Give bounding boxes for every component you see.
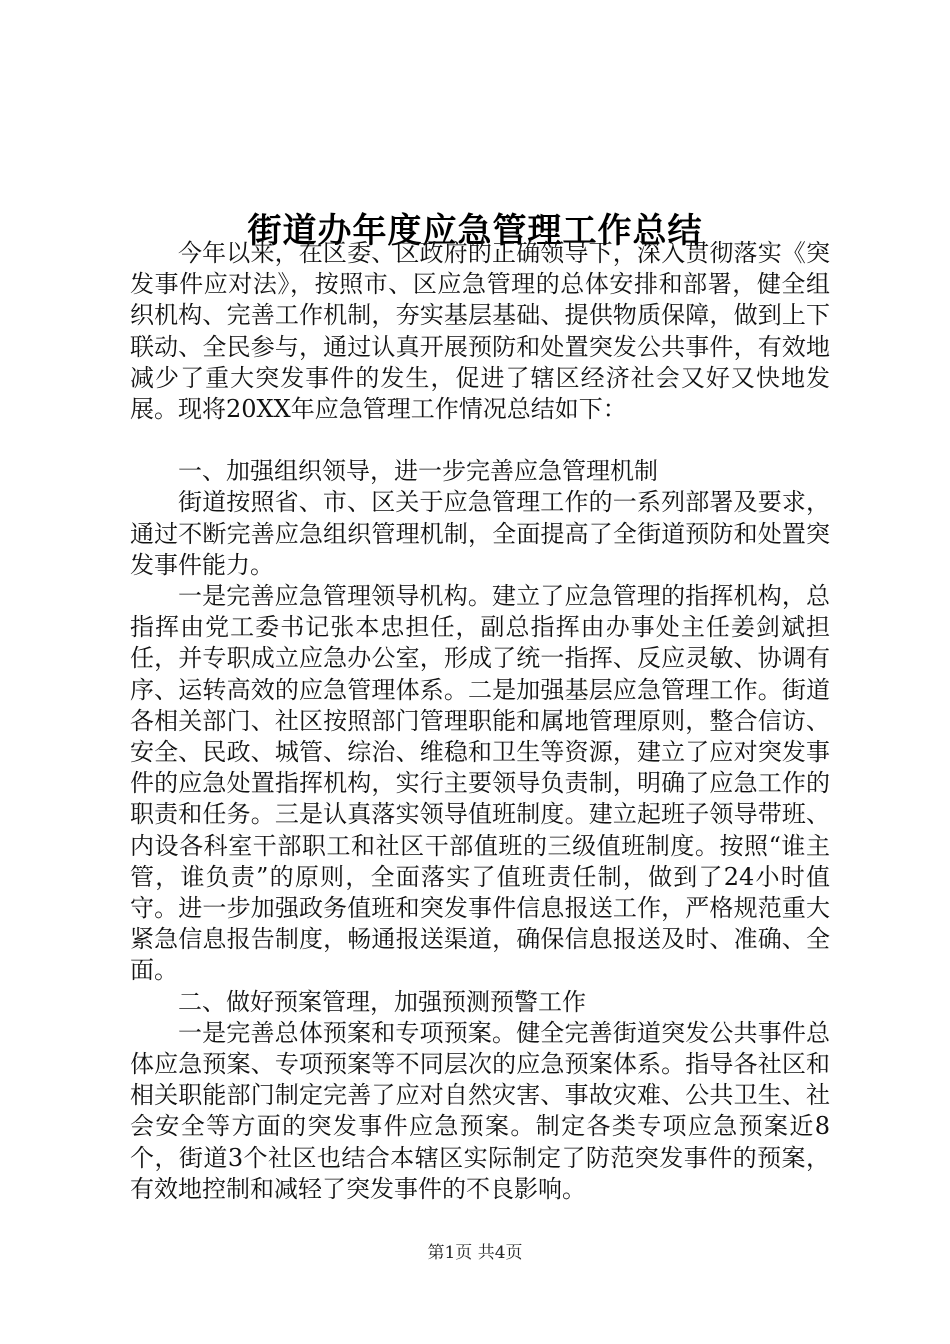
paragraph-section-1-detail: 一是完善应急管理领导机构。建立了应急管理的指挥机构，总指挥由党工委书记张本忠担任，副总指挥由办事处主任姜剑斌担任，并专职成立应急办公室，形成了统一指挥、反应灵敏、协调有序、运转高效的应急管理体系。二是加强基层应急管理工作。街道各相关部门、社区按照部门管理职能和属地管理原则，整合信访、安全、民政、城管、综治、维稳和卫生等资源，建立了应对突发事件的应急处置指挥机构，实行主要领导负责制，明确了应急工作的职责和任务。三是认真落实领导值班制度。建立起班子领导带班、内设各科室干部职工和社区干部值班的三级值班制度。按照“谁主管，谁负责”的原则，全面落实了值班责任制，做到了24小时值守。进一步加强政务值班和突发事件信息报送工作，严格规范重大紧急信息报告制度，畅通报送渠道，确保信息报送及时、准确、全面。 (130, 582, 830, 985)
section-heading-1: 一、加强组织领导，进一步完善应急管理机制 (178, 457, 658, 486)
paragraph-section-2-detail: 一是完善总体预案和专项预案。健全完善街道突发公共事件总体应急预案、专项预案等不同层次的应急预案体系。指导各社区和相关职能部门制定完善了应对自然灾害、事故灾难、公共卫生、社会安全等方面的突发事件应急预案。制定各类专项应急预案近8个，街道3个社区也结合本辖区实际制定了防范突发事件的预案，有效地控制和减轻了突发事件的不良影响。 (130, 1018, 830, 1203)
page-footer: 第1页 共4页 (427, 1243, 523, 1263)
section-heading-2: 二、做好预案管理，加强预测预警工作 (178, 987, 586, 1016)
document-body (130, 238, 830, 1205)
paragraph-section-1-intro: 街道按照省、市、区关于应急管理工作的一系列部署及要求，通过不断完善应急组织管理机制，全面提高了全街道预防和处置突发事件能力。 (130, 488, 830, 579)
paragraph-intro: 今年以来，在区委、区政府的正确领导下，深入贯彻落实《突发事件应对法》，按照市、区应急管理的总体安排和部署，健全组织机构、完善工作机制，夯实基层基础、提供物质保障，做到上下联动、全民参与，通过认真开展预防和处置突发公共事件，有效地减少了重大突发事件的发生，促进了辖区经济社会又好又快地发展。现将20XX年应急管理工作情况总结如下： (130, 239, 830, 424)
document-title: 街道办年度应急管理工作总结 (247, 210, 703, 251)
